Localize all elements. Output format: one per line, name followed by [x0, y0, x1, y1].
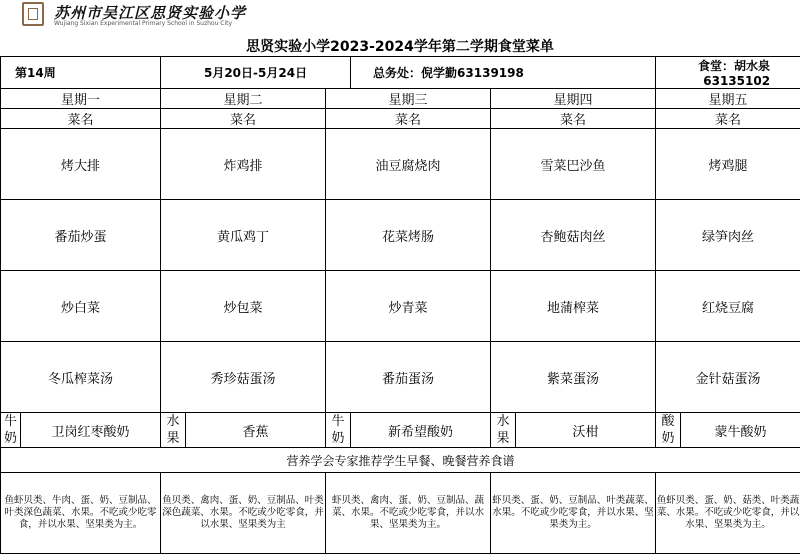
dish-cell: 黄瓜鸡丁 — [161, 200, 326, 271]
snack-label: 牛奶 — [326, 413, 351, 448]
weekday-header: 星期五 — [656, 89, 800, 109]
dish-cell: 地蒲榨菜 — [491, 271, 656, 342]
info-row — [1, 57, 800, 89]
dish-cell: 杏鲍菇肉丝 — [491, 200, 656, 271]
advice-cell: 鱼虾贝类、牛肉、蛋、奶、豆制品、叶类深色蔬菜、水果。不吃或少吃零食，并以水果、坚果类为主。 — [1, 473, 161, 554]
menu-table — [0, 56, 800, 554]
column-header-row — [1, 109, 800, 129]
snack-label: 水果 — [491, 413, 516, 448]
soup-cell: 秀珍菇蛋汤 — [161, 342, 326, 413]
dish-cell: 雪菜巴沙鱼 — [491, 129, 656, 200]
date-range: 5月20日-5月24日 — [161, 57, 351, 89]
advice-cell: 虾贝类、蛋、奶、豆制品、叶类蔬菜、水果。不吃或少吃零食，并以水果、坚果类为主。 — [491, 473, 656, 554]
soup-cell: 紫菜蛋汤 — [491, 342, 656, 413]
school-logo-icon — [22, 2, 44, 26]
snack-item: 蒙牛酸奶 — [681, 413, 800, 448]
canteen-contact: 食堂：胡水泉63135102 — [656, 57, 800, 89]
snack-label: 水果 — [161, 413, 186, 448]
dish-column-header: 菜名 — [656, 109, 800, 129]
dish-column-header: 菜名 — [326, 109, 491, 129]
dish-cell: 炒包菜 — [161, 271, 326, 342]
advice-row — [1, 473, 800, 554]
dish-row — [1, 271, 800, 342]
dish-cell: 绿笋肉丝 — [656, 200, 800, 271]
dish-row — [1, 129, 800, 200]
soup-cell: 冬瓜榨菜汤 — [1, 342, 161, 413]
weekday-header: 星期四 — [491, 89, 656, 109]
dish-column-header: 菜名 — [161, 109, 326, 129]
weekday-header: 星期三 — [326, 89, 491, 109]
weekday-header: 星期二 — [161, 89, 326, 109]
school-english-name: Wujiang Sixian Experimental Primary School in Suzhou City — [54, 20, 232, 27]
dish-cell: 炸鸡排 — [161, 129, 326, 200]
snack-label: 牛奶 — [1, 413, 21, 448]
snack-item: 香蕉 — [186, 413, 326, 448]
advice-cell: 鱼虾贝类、蛋、奶、菇类、叶类蔬菜、水果。不吃或少吃零食，并以水果、坚果类为主。 — [656, 473, 800, 554]
weekday-row — [1, 89, 800, 109]
snack-item: 沃柑 — [516, 413, 656, 448]
soup-cell: 金针菇蛋汤 — [656, 342, 800, 413]
soup-cell: 番茄蛋汤 — [326, 342, 491, 413]
dish-column-header: 菜名 — [1, 109, 161, 129]
menu-title: 思贤实验小学2023-2024学年第二学期食堂菜单 — [0, 36, 800, 56]
school-header — [0, 0, 800, 30]
dish-cell: 炒青菜 — [326, 271, 491, 342]
advice-cell: 虾贝类、禽肉、蛋、奶、豆制品、蔬菜、水果。不吃或少吃零食，并以水果、坚果类为主。 — [326, 473, 491, 554]
snack-item: 新希望酸奶 — [351, 413, 491, 448]
general-office-contact: 总务处：倪学勤63139198 — [351, 57, 656, 89]
dish-cell: 油豆腐烧肉 — [326, 129, 491, 200]
advice-cell: 鱼贝类、禽肉、蛋、奶、豆制品、叶类深色蔬菜、水果。不吃或少吃零食，并以水果、坚果类为主 — [161, 473, 326, 554]
dish-cell: 炒白菜 — [1, 271, 161, 342]
dish-cell: 烤大排 — [1, 129, 161, 200]
dish-column-header: 菜名 — [491, 109, 656, 129]
soup-row — [1, 342, 800, 413]
nutrition-note: 营养学会专家推荐学生早餐、晚餐营养食谱 — [1, 448, 800, 473]
school-name: 苏州市吴江区思贤实验小学 — [54, 2, 246, 23]
snack-label: 酸奶 — [656, 413, 681, 448]
dish-cell: 红烧豆腐 — [656, 271, 800, 342]
nutrition-note-row — [1, 448, 800, 473]
dish-cell: 花菜烤肠 — [326, 200, 491, 271]
dish-cell: 番茄炒蛋 — [1, 200, 161, 271]
snack-row — [1, 413, 800, 448]
dish-cell: 烤鸡腿 — [656, 129, 800, 200]
weekday-header: 星期一 — [1, 89, 161, 109]
snack-item: 卫岗红枣酸奶 — [21, 413, 161, 448]
dish-row — [1, 200, 800, 271]
week-number: 第14周 — [1, 57, 161, 89]
